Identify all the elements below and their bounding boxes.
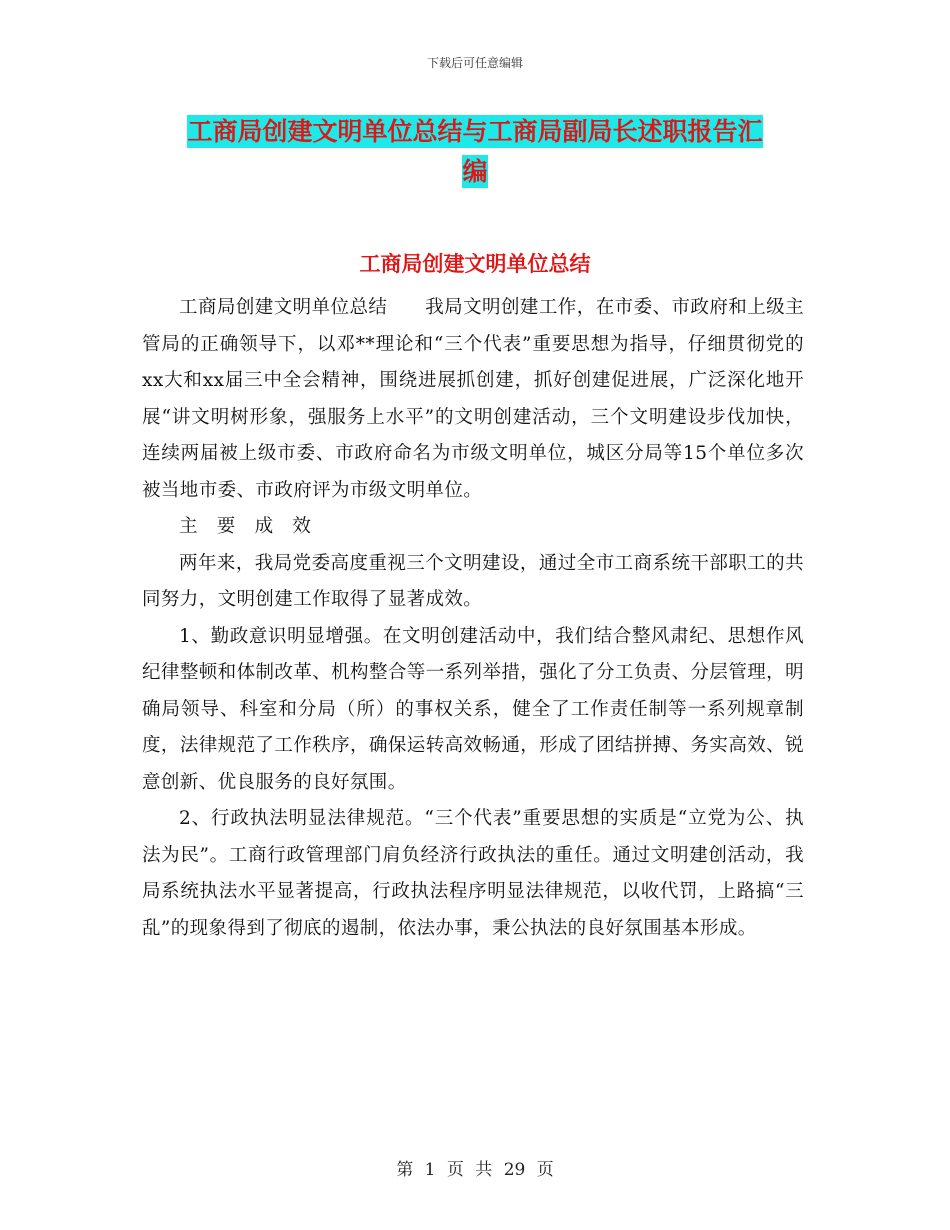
page-number: 第 1 页 共 29 页	[396, 1160, 554, 1180]
paragraph-point-1: 1、勤政意识明显增强。在文明创建活动中，我们结合整风肃纪、思想作风纪律整顿和体制改革、机构整合等一系列举措，强化了分工负责、分层管理，明确局领导、科室和分局（所）的事权关系，健全了工作责任制等一系列规章制度，法律规范了工作秩序，确保运转高效畅通，形成了团结拼搏、务实高效、锐意创新、优良服务的良好氛围。	[142, 625, 804, 793]
paragraph-intro: 工商局创建文明单位总结 我局文明创建工作，在市委、市政府和上级主管局的正确领导下，以邓**理论和“三个代表”重要思想为指导，仔细贯彻党的xx大和xx届三中全会精神，围绕进展抓创建，抓好创建促进展，广泛深化地开展“讲文明树形象，强服务上水平”的文明创建活动，三个文明建设步伐加快，连续两届被上级市委、市政府命名为市级文明单位，城区分局等15个单位多次被当地市委、市政府评为市级文明单位。	[142, 297, 804, 501]
document-title-line2: 编	[462, 157, 488, 186]
paragraph-heading: 主 要 成 效	[179, 516, 312, 537]
document-body	[142, 290, 804, 947]
section-title: 工商局创建文明单位总结	[359, 252, 591, 276]
document-title	[0, 112, 950, 192]
paragraph-overview: 两年来，我局党委高度重视三个文明建设，通过全市工商系统干部职工的共同努力，文明创建工作取得了显著成效。	[142, 552, 804, 610]
download-note: 下载后可任意编辑	[426, 56, 523, 70]
document-title-line1: 工商局创建文明单位总结与工商局副局长述职报告汇	[187, 117, 763, 146]
paragraph-point-2: 2、行政执法明显法律规范。“三个代表”重要思想的实质是“立党为公、执法为民”。工商行政管理部门肩负经济行政执法的重任。通过文明建创活动，我局系统执法水平显著提高，行政执法程序明显法律规范，以收代罚，上路搞“三乱”的现象得到了彻底的遏制，依法办事，秉公执法的良好氛围基本形成。	[142, 808, 804, 939]
